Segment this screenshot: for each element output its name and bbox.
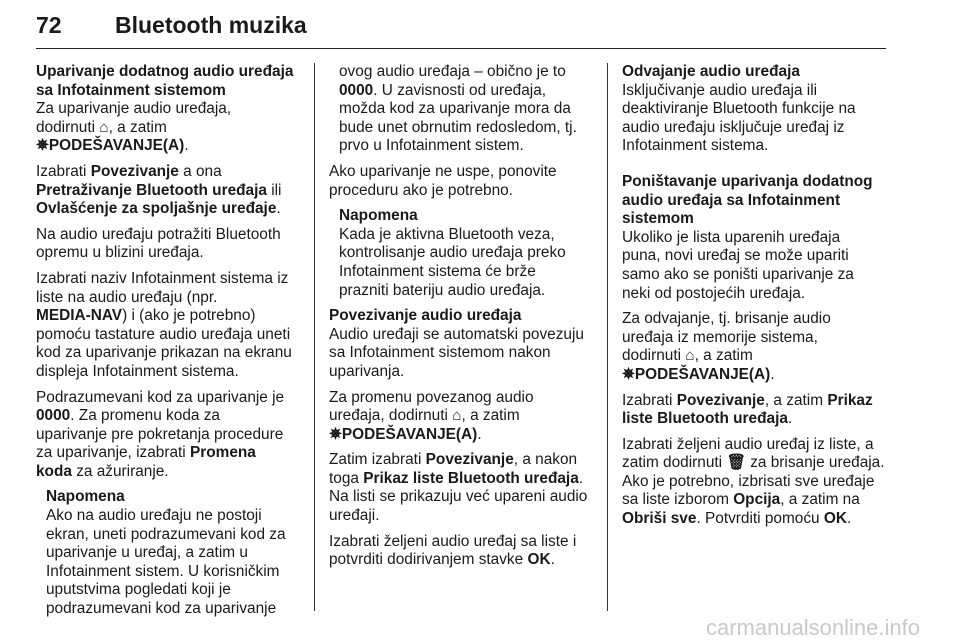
note-box: Napomena Ako na audio uređaju ne postoji ekran, uneti podrazumevani kod za uparivanje u uređaj, a zatim u Infotainment sistem. U korisničkim uputstvima pogledati koji je podrazumevani kod za uparivanje bbox=[46, 488, 302, 618]
note-box: Napomena Kada je aktivna Bluetooth veza, kontrolisanje audio uređaja preko Infotainment sistema će brže prazniti bateriju audio uređaja. bbox=[339, 207, 593, 300]
paragraph: Audio uređaji se automatski povezuju sa Infotainment sistemom nakon uparivanja. bbox=[329, 325, 584, 380]
column-3 bbox=[622, 63, 886, 536]
page-title: Bluetooth muzika bbox=[115, 12, 307, 38]
paragraph: Ukoliko je lista uparenih uređaja puna, novi uređaj se može upariti samo ako se poništi uparivanje za neki od postojećih uređaja. bbox=[622, 228, 854, 302]
paragraph: Izabrati željeni audio uređaj sa liste i potvrditi dodirivanjem stavke OK. bbox=[329, 532, 577, 569]
paragraph: Ako uparivanje ne uspe, ponovite proceduru ako je potrebno. bbox=[329, 162, 557, 199]
home-icon: ⌂ bbox=[685, 347, 695, 365]
note-continued: ovog audio uređaja – obično je to 0000. U zavisnosti od uređaja, možda kod za uparivanje mora da bude unet obrnutim redosledom, tj. prvo u Infotainment sistem. bbox=[339, 63, 577, 155]
paragraph: Za promenu povezanog audio uređaja, dodirnuti ⌂, a zatim ✵PODEŠAVANJE(A). bbox=[329, 388, 534, 443]
gear-icon: ✵ bbox=[622, 365, 635, 383]
paragraph: Na audio uređaju potražiti Bluetooth opremu u blizini uređaja. bbox=[36, 225, 281, 262]
home-icon: ⌂ bbox=[99, 118, 109, 136]
column-divider bbox=[314, 63, 315, 611]
column-2 bbox=[329, 63, 593, 577]
watermark: carmanualsonline.info bbox=[705, 615, 920, 640]
page-number: 72 bbox=[36, 12, 62, 38]
gear-icon: ✵ bbox=[36, 137, 49, 155]
paragraph: Izabrati naziv Infotainment sistema iz liste na audio uređaju (npr. MEDIA-NAV) i (ako je potrebno) pomoću tastature audio uređaja uneti kod za uparivanje prikazan na ekranu displeja Infotainment sistema. bbox=[36, 269, 292, 380]
page-header bbox=[36, 8, 886, 49]
trash-icon: 🗑 bbox=[726, 454, 746, 472]
paragraph: Za uparivanje audio uređaja, dodirnuti ⌂, a zatim ✵PODEŠAVANJE(A). bbox=[36, 100, 232, 155]
paragraph: Za odvajanje, tj. brisanje audio uređaja iz memorije sistema, dodirnuti ⌂, a zatim ✵PODEŠAVANJE(A). bbox=[622, 310, 831, 383]
paragraph: Zatim izabrati Povezivanje, a nakon toga Prikaz liste Bluetooth uređaja. Na listi se prikazuju već upareni audio uređaji. bbox=[329, 451, 588, 525]
home-icon: ⌂ bbox=[452, 407, 462, 425]
section-heading-unpairing: Poništavanje uparivanja dodatnog audio uređaja sa Infotainment sistemom bbox=[622, 172, 873, 228]
paragraph: Izabrati željeni audio uređaj iz liste, a zatim dodirnuti 🗑 za brisanje uređaja. Ako je potrebno, izbrisati sve uređaje sa liste izborom Opcija, a zatim na Obriši sve. Potvrditi pomoću OK. bbox=[622, 435, 885, 528]
section-heading-pairing: Uparivanje dodatnog audio uređaja sa Infotainment sistemom bbox=[36, 63, 294, 99]
section-heading-connecting: Povezivanje audio uređaja bbox=[329, 307, 522, 325]
paragraph: Podrazumevani kod za uparivanje je 0000. Za promenu koda za uparivanje pre pokretanja procedure za uparivanje, izabrati Promena koda za ažuriranje. bbox=[36, 388, 285, 480]
column-divider bbox=[607, 63, 608, 611]
gear-icon: ✵ bbox=[329, 425, 342, 443]
paragraph: Izabrati Povezivanje, a zatim Prikaz liste Bluetooth uređaja. bbox=[622, 391, 873, 428]
section-heading-disconnecting: Odvajanje audio uređaja bbox=[622, 63, 800, 80]
note-title: Napomena bbox=[339, 207, 418, 225]
paragraph: Isključivanje audio uređaja ili deaktiviranje Bluetooth funkcije na audio uređaju isključuje uređaj iz Infotainment sistema. bbox=[622, 81, 856, 155]
column-1 bbox=[36, 63, 302, 626]
paragraph: Izabrati Povezivanje a ona Pretraživanje Bluetooth uređaja ili Ovlašćenje za spoljašnje uređaje. bbox=[36, 162, 282, 218]
note-title: Napomena bbox=[46, 488, 125, 506]
